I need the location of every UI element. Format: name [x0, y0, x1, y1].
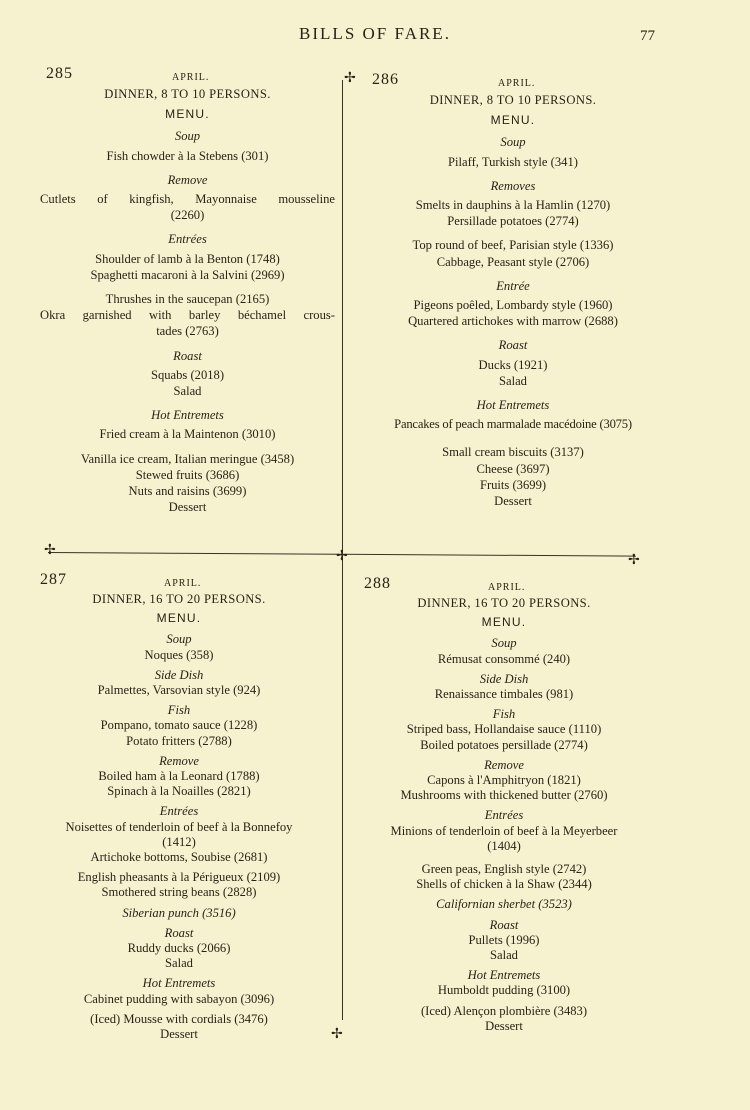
section-heading: Side Dish	[479, 671, 529, 686]
ornament-top: ✢	[344, 71, 356, 86]
section-heading: Roast	[498, 338, 528, 353]
dish: Cheese (3697)	[476, 461, 550, 476]
dish: Top round of beef, Parisian style (1336)	[412, 238, 614, 253]
menu-section	[34, 632, 324, 662]
running-title: BILLS OF FARE.	[299, 24, 451, 43]
menu-section	[356, 707, 652, 753]
dish: Mushrooms with thickened butter (2760)	[400, 788, 608, 803]
menu-month: APRIL.	[498, 78, 536, 89]
section-heading: Entrées	[168, 232, 207, 247]
menu-288	[356, 576, 652, 1039]
menu-section	[358, 397, 668, 432]
dish: Capons à l'Amphitryon (1821)	[427, 773, 581, 788]
menu-section	[356, 758, 652, 804]
menu-section	[358, 237, 668, 269]
menu-285	[40, 66, 335, 523]
ornament-center: ✢	[336, 549, 348, 564]
menu-section	[358, 178, 668, 230]
menu-section	[34, 926, 324, 972]
dish: Renaissance timbales (981)	[434, 687, 574, 702]
section-heading: Remove	[159, 753, 199, 768]
menu-section	[40, 291, 335, 340]
page-number: 77	[640, 28, 655, 44]
menu-month: APRIL.	[164, 578, 202, 589]
menu-label: MENU.	[481, 615, 527, 630]
dish: Minions of tenderloin of beef à la Meyerbeer	[390, 823, 618, 838]
dish: Smothered string beans (2828)	[101, 885, 257, 900]
dish: Cabinet pudding with sabayon (3096)	[83, 991, 275, 1006]
dish: Thrushes in the saucepan (2165)	[105, 292, 270, 307]
section-heading: Soup	[491, 636, 517, 651]
dish: tades (2763)	[156, 324, 219, 339]
menu-number: 287	[40, 571, 67, 588]
menu-number: 288	[364, 575, 391, 592]
section-heading: Soup	[174, 129, 201, 144]
dish: (Iced) Mousse with cordials (3476)	[90, 1011, 268, 1026]
dish: Fruits (3699)	[479, 477, 547, 492]
dish: Spaghetti macaroni à la Salvini (2969)	[90, 267, 285, 282]
menu-section	[358, 444, 668, 509]
dish: Persillade potatoes (2774)	[447, 214, 579, 229]
menu-section	[40, 407, 335, 442]
menu-section	[356, 1004, 652, 1034]
dish: Salad	[499, 373, 527, 388]
dessert: Dessert	[168, 500, 207, 515]
menu-section	[356, 636, 652, 666]
menu-section	[40, 172, 335, 224]
section-heading: Roast	[164, 925, 194, 940]
dish: English pheasants à la Périgueux (2109)	[77, 870, 281, 885]
dish: Noisettes of tenderloin of beef à la Bonnefoy	[65, 819, 293, 834]
dish: Pancakes of peach marmalade macédoine (3075)	[394, 417, 632, 432]
section-heading: Soup	[500, 135, 526, 150]
section-heading: Entrée	[496, 278, 530, 293]
section-heading: Roast	[173, 348, 202, 363]
menu-section	[356, 918, 652, 964]
dish: Artichoke bottoms, Soubise (2681)	[90, 850, 268, 865]
menu-number: 286	[372, 71, 399, 88]
dish: Salad	[173, 384, 202, 399]
menu-section	[34, 906, 324, 921]
menu-section	[40, 128, 335, 163]
dish: (2260)	[170, 208, 205, 223]
section-heading: Fish	[167, 703, 191, 718]
menu-section	[34, 1012, 324, 1042]
dish: Humboldt pudding (3100)	[437, 983, 571, 998]
menu-section	[34, 754, 324, 800]
dish: Shells of chicken à la Shaw (2344)	[416, 877, 592, 892]
menu-dinner: DINNER, 8 TO 10 PERSONS.	[104, 87, 271, 101]
dish: Shoulder of lamb à la Benton (1748)	[95, 251, 280, 266]
dish: Pilaff, Turkish style (341)	[448, 154, 578, 169]
section-heading: Fish	[492, 707, 516, 722]
dish: Vanilla ice cream, Italian meringue (3458)	[80, 451, 295, 466]
dish: Pompano, tomato sauce (1228)	[100, 718, 258, 733]
menu-dinner: DINNER, 8 TO 10 PERSONS.	[429, 93, 597, 107]
dish: Striped bass, Hollandaise sauce (1110)	[406, 722, 602, 737]
dish: Potato fritters (2788)	[126, 733, 232, 748]
section-heading: Soup	[166, 632, 192, 647]
dish: Boiled ham à la Leonard (1788)	[98, 769, 260, 784]
menu-section	[356, 862, 652, 892]
dish: Pigeons poêled, Lombardy style (1960)	[413, 298, 613, 313]
menu-section	[358, 337, 668, 389]
dish: Fish chowder à la Stebens (301)	[106, 148, 269, 163]
menu-section	[356, 968, 652, 998]
menu-286	[358, 72, 668, 517]
dish: Squabs (2018)	[150, 367, 225, 382]
menu-section	[40, 348, 335, 400]
dish: Green peas, English style (2742)	[421, 862, 587, 877]
menu-label: MENU.	[165, 107, 210, 122]
dish: Siberian punch (3516)	[122, 905, 236, 920]
dessert: Dessert	[160, 1027, 198, 1042]
section-heading: Remove	[167, 172, 208, 187]
dish: (1412)	[162, 834, 196, 849]
dish: Noques (358)	[144, 647, 214, 662]
menu-section	[356, 897, 652, 912]
menu-section	[34, 870, 324, 900]
section-heading: Hot Entremets	[151, 408, 224, 423]
dish: Rémusat consommé (240)	[437, 651, 571, 666]
section-heading: Entrées	[159, 804, 199, 819]
dish: Californian sherbet (3523)	[436, 897, 572, 912]
menu-section	[40, 231, 335, 283]
section-heading: Hot Entremets	[476, 398, 550, 413]
dish: Palmettes, Varsovian style (924)	[97, 683, 261, 698]
dish: Salad	[165, 956, 193, 971]
menu-section	[34, 976, 324, 1006]
menu-section	[356, 672, 652, 702]
dish: Stewed fruits (3686)	[135, 467, 240, 482]
menu-section	[34, 804, 324, 865]
dish: Ducks (1921)	[478, 357, 548, 372]
dish: Smelts in dauphins à la Hamlin (1270)	[415, 198, 611, 213]
dish: (1404)	[487, 838, 521, 853]
menu-section	[34, 668, 324, 698]
dish: Nuts and raisins (3699)	[128, 484, 247, 499]
dessert: Dessert	[494, 494, 532, 509]
menu-label: MENU.	[156, 611, 202, 626]
menu-section	[358, 278, 668, 330]
section-heading: Remove	[484, 757, 524, 772]
dish: Boiled potatoes persillade (2774)	[420, 737, 588, 752]
section-heading: Removes	[490, 178, 536, 193]
page-header	[0, 24, 750, 48]
ornament-left: ✢	[44, 543, 56, 558]
dessert: Dessert	[485, 1018, 523, 1033]
dish: Ruddy ducks (2066)	[127, 941, 231, 956]
dish: (Iced) Alençon plombière (3483)	[420, 1003, 588, 1018]
dish: Spinach à la Noailles (2821)	[107, 784, 251, 799]
dish: Fried cream à la Maintenon (3010)	[99, 427, 276, 442]
menu-section	[34, 703, 324, 749]
menu-287	[34, 572, 324, 1047]
ornament-bottom: ✢	[331, 1027, 343, 1042]
section-heading: Roast	[489, 917, 519, 932]
menu-section	[356, 808, 652, 854]
dish: Okra garnished with barley béchamel crous-	[40, 308, 335, 323]
section-heading: Hot Entremets	[142, 976, 216, 991]
dish: Salad	[490, 948, 518, 963]
section-heading: Side Dish	[154, 667, 204, 682]
dish: Cabbage, Peasant style (2706)	[436, 254, 590, 269]
section-heading: Entrées	[484, 808, 524, 823]
menu-month: APRIL.	[488, 582, 526, 593]
menu-dinner: DINNER, 16 TO 20 PERSONS.	[417, 596, 591, 610]
menu-month: APRIL.	[172, 72, 210, 83]
dish: Quartered artichokes with marrow (2688)	[408, 314, 618, 329]
ornament-right: ✢	[628, 553, 640, 568]
menu-dinner: DINNER, 16 TO 20 PERSONS.	[92, 592, 266, 606]
section-heading: Hot Entremets	[467, 968, 541, 983]
menu-label: MENU.	[490, 113, 536, 128]
dish: Cutlets of kingfish, Mayonnaise mousseline	[40, 192, 335, 207]
menu-number: 285	[46, 65, 73, 82]
dish: Small cream biscuits (3137)	[442, 445, 584, 460]
dish: Pullets (1996)	[468, 932, 540, 947]
menu-section	[358, 134, 668, 169]
menu-section	[40, 451, 335, 516]
